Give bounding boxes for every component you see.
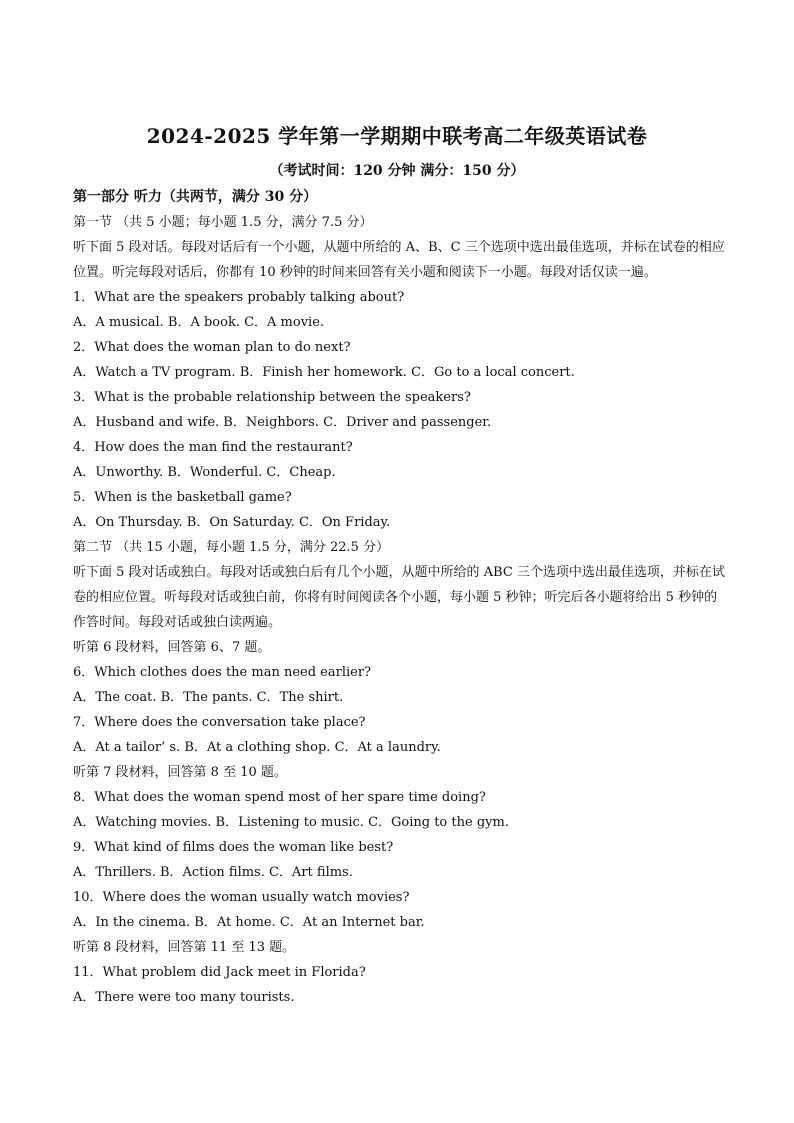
section2-title: 第二节 （共 15 小题，每小题 1.5 分，满分 22.5 分） bbox=[73, 540, 390, 555]
question-text: 10．Where does the woman usually watch movies? bbox=[73, 890, 410, 905]
material-6-instruction: 听第 6 段材料，回答第 6、7 题。 bbox=[73, 640, 271, 655]
question-options: A．Watch a TV program. B．Finish her homework. C．Go to a local concert. bbox=[73, 365, 575, 380]
question-options: A．Watching movies. B．Listening to music. C．Going to the gym. bbox=[73, 815, 509, 830]
question-text: 1．What are the speakers probably talking about? bbox=[73, 290, 405, 305]
exam-title: 2024-2025 学年第一学期期中联考高二年级英语试卷 bbox=[146, 124, 648, 148]
question-text: 5．When is the basketball game? bbox=[73, 490, 292, 505]
question-text: 9．What kind of films does the woman like best? bbox=[73, 840, 394, 855]
question-options: A．At a tailor’ s. B．At a clothing shop. C．At a laundry. bbox=[73, 740, 441, 755]
question-text: 6．Which clothes does the man need earlier? bbox=[73, 665, 372, 680]
question-text: 11．What problem did Jack meet in Florida? bbox=[73, 965, 366, 980]
question-option-a: A．There were too many tourists. bbox=[73, 990, 295, 1005]
question-text: 4．How does the man find the restaurant? bbox=[73, 440, 353, 455]
question-text: 3．What is the probable relationship between the speakers? bbox=[73, 390, 471, 405]
question-text: 7．Where does the conversation take place? bbox=[73, 715, 366, 730]
part1-title: 第一部分 听力（共两节，满分 30 分） bbox=[73, 189, 318, 205]
material-7-instruction: 听第 7 段材料，回答第 8 至 10 题。 bbox=[73, 765, 287, 780]
question-options: A．On Thursday. B．On Saturday. C．On Friday. bbox=[73, 515, 391, 530]
exam-subtitle: （考试时间：120 分钟 满分：150 分） bbox=[269, 163, 525, 179]
question-options: A．A musical. B．A book. C．A movie. bbox=[73, 315, 325, 330]
question-options: A．Thrillers. B．Action films. C．Art films. bbox=[73, 865, 353, 880]
material-8-instruction: 听第 8 段材料，回答第 11 至 13 题。 bbox=[73, 940, 296, 955]
section1-instructions: 听下面 5 段对话。每段对话后有一个小题，从题中所给的 A、B、C 三个选项中选出最佳选项，并标在试卷的相应位置。听完每段对话后，你都有 10 秒钟的时间来回答有关小题和阅读下一小题。每段对话仅读一遍。 bbox=[73, 240, 725, 280]
question-options: A．The coat. B．The pants. C．The shirt. bbox=[73, 690, 344, 705]
question-text: 2．What does the woman plan to do next? bbox=[73, 340, 351, 355]
question-options: A．Unworthy. B．Wonderful. C．Cheap. bbox=[73, 465, 336, 480]
section2-instructions: 听下面 5 段对话或独白。每段对话或独白后有几个小题，从题中所给的 ABC 三个选项中选出最佳选项，并标在试卷的相应位置。听每段对话或独白前，你将有时间阅读各个小题，每小题 5 秒钟；听完后各小题将给出 5 秒钟的作答时间。每段对话或独白读两遍。 bbox=[73, 565, 725, 630]
question-options: A．In the cinema. B．At home. C．At an Internet bar. bbox=[73, 915, 425, 930]
exam-content bbox=[73, 185, 725, 1010]
question-options: A．Husband and wife. B．Neighbors. C．Driver and passenger. bbox=[73, 415, 492, 430]
question-text: 8．What does the woman spend most of her spare time doing? bbox=[73, 790, 486, 805]
section1-title: 第一节 （共 5 小题；每小题 1.5 分，满分 7.5 分） bbox=[73, 215, 373, 230]
